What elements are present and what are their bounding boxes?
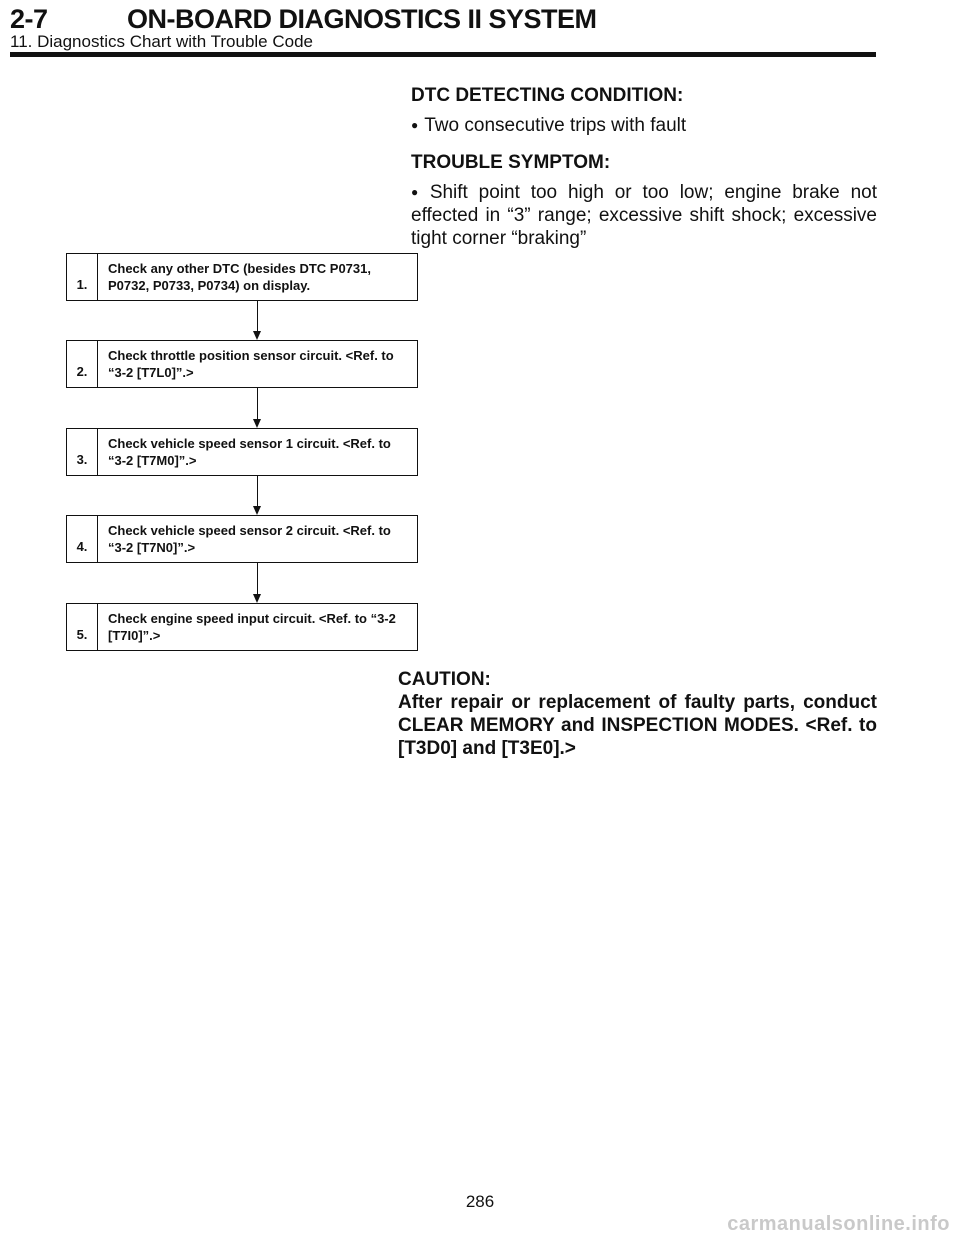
flow-step-4 xyxy=(66,515,418,563)
down-arrow-icon xyxy=(253,419,261,428)
step-text: Check vehicle speed sensor 2 circuit. <Ref. to “3-2 [T7N0]”.> xyxy=(108,523,391,555)
flow-connector xyxy=(257,562,258,594)
step-text: Check vehicle speed sensor 1 circuit. <Ref. to “3-2 [T7M0]”.> xyxy=(108,436,391,468)
flow-step-5 xyxy=(66,603,418,651)
bullet-icon: ● xyxy=(411,185,424,199)
trouble-symptom-text: Shift point too high or too low; engine brake not effected in “3” range; excessive shift shock; excessive tight corner “braking” xyxy=(411,182,878,249)
footer-watermark: carmanualsonline.info xyxy=(727,1213,950,1235)
down-arrow-icon xyxy=(253,506,261,515)
flow-connector xyxy=(257,387,258,419)
flow-connector xyxy=(257,300,258,331)
trouble-symptom-item xyxy=(411,181,877,250)
step-number: 3. xyxy=(67,429,98,475)
flow-step-3 xyxy=(66,428,418,476)
caution-text: After repair or replacement of faulty parts, conduct CLEAR MEMORY and INSPECTION MODES. <Ref. to [T3D0] and [T3E0].> xyxy=(398,692,877,759)
page-title: ON-BOARD DIAGNOSTICS II SYSTEM xyxy=(127,4,597,34)
flow-connector xyxy=(257,475,258,506)
dtc-condition-heading: DTC DETECTING CONDITION: xyxy=(411,85,684,106)
page-subtitle: 11. Diagnostics Chart with Trouble Code xyxy=(10,32,314,51)
flow-step-2 xyxy=(66,340,418,388)
step-number: 4. xyxy=(67,516,98,562)
page-number: 286 xyxy=(465,1192,495,1211)
dtc-condition-item xyxy=(411,114,877,137)
step-number: 1. xyxy=(67,254,98,300)
caution-section xyxy=(398,668,877,760)
header-rule xyxy=(10,52,876,57)
section-number: 2-7 xyxy=(10,4,48,34)
dtc-condition-section xyxy=(411,84,877,137)
down-arrow-icon xyxy=(253,594,261,603)
caution-heading: CAUTION: xyxy=(398,669,491,690)
trouble-symptom-section xyxy=(411,151,877,250)
step-number: 5. xyxy=(67,604,98,650)
step-number: 2. xyxy=(67,341,98,387)
down-arrow-icon xyxy=(253,331,261,340)
flow-step-1 xyxy=(66,253,418,301)
dtc-condition-text: Two consecutive trips with fault xyxy=(424,115,687,136)
step-text: Check engine speed input circuit. <Ref. to “3-2 [T7I0]”.> xyxy=(108,611,396,643)
step-text: Check throttle position sensor circuit. <Ref. to “3-2 [T7L0]”.> xyxy=(108,348,394,380)
step-text: Check any other DTC (besides DTC P0731, P0732, P0733, P0734) on display. xyxy=(108,261,371,293)
trouble-symptom-heading: TROUBLE SYMPTOM: xyxy=(411,152,611,173)
bullet-icon: ● xyxy=(411,118,419,132)
